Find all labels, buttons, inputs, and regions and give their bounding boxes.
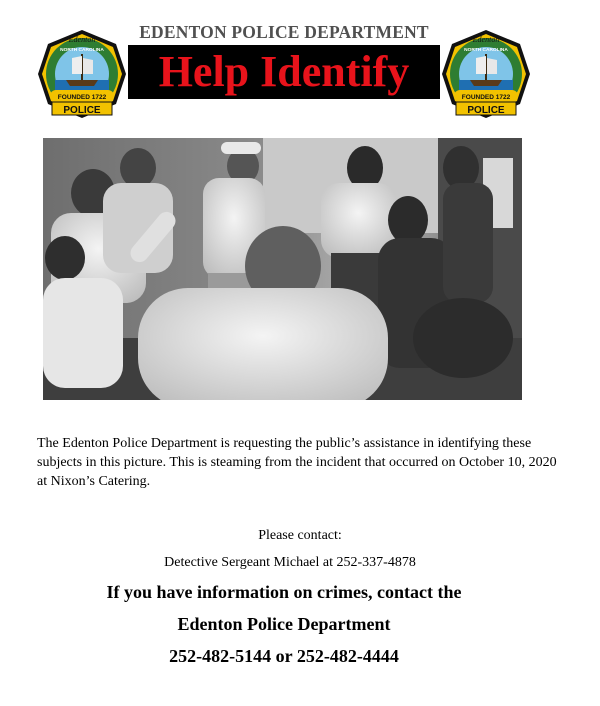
badge-town-text: Edenton [68,35,96,44]
badge-police-text: POLICE [63,105,101,116]
badge-state-text: NORTH CAROLINA [464,48,508,53]
surveillance-photo [43,138,522,400]
badge-state-text: NORTH CAROLINA [60,48,104,53]
badge-founded-text: FOUNDED 1722 [57,94,107,101]
help-identify-banner [128,45,440,99]
contact-label: Please contact: [258,528,342,543]
info-line: If you have information on crimes, contact the [106,582,462,602]
badge-founded-text: FOUNDED 1722 [461,94,511,101]
police-badge-right-icon [440,28,532,120]
police-badge-left-icon [36,28,128,120]
contact-detective: Detective Sergeant Michael at 252-337-4878 [164,555,416,570]
phone-numbers: 252-482-5144 or 252-482-4444 [169,646,399,666]
description-paragraph: The Edenton Police Department is requesting the public’s assistance in identifying these subjects in this picture. This is steaming from the incident that occurred on October 10, 2020 at Nixon’s Catering. [37,436,557,489]
badge-police-text: POLICE [467,105,505,116]
department-header: EDENTON POLICE DEPARTMENT [139,22,429,42]
badge-town-text: Edenton [472,35,500,44]
banner-title: Help Identify [158,47,410,96]
department-name: Edenton Police Department [177,614,391,634]
